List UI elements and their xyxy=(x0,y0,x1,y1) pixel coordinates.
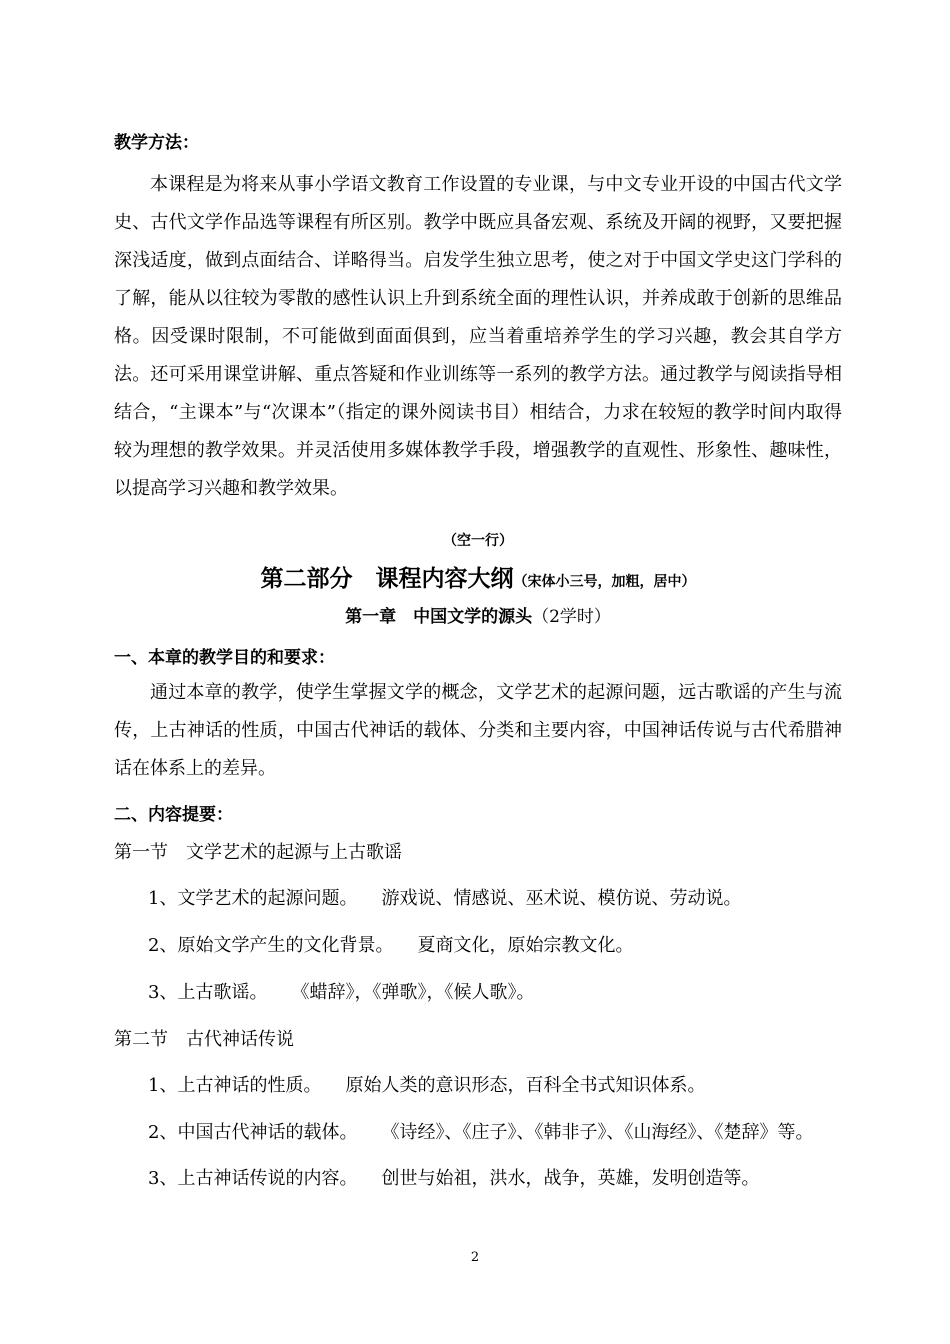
teaching-method-body: 本课程是为将来从事小学语文教育工作设置的专业课，与中文专业开设的中国古代文学史、古代文学作品选等课程有所区别。教学中既应具备宏观、系统及开阔的视野，又要把握深浅适度，做到点面结合、详略得当。启发学生独立思考，使之对于中国文学史这门学科的了解，能从以往较为零散的感性认识上升到系统全面的理性认识，并养成敢于创新的思维品格。因受课时限制，不可能做到面面俱到，应当着重培养学生的学习兴趣，教会其自学方法。还可采用课堂讲解、重点答疑和作业训练等一系列的教学方法。通过教学与阅读指导相结合，“主课本”与“次课本”（指定的课外阅读书目）相结合，力求在较短的教学时间内取得较为理想的教学效果。并灵活使用多媒体教学手段，增强教学的直观性、形象性、趣味性，以提高学习兴趣和教学效果。 xyxy=(114,174,842,499)
objectives-body: 通过本章的教学，使学生掌握文学的概念，文学艺术的起源问题，远古歌谣的产生与流传，上古神话的性质，中国古代神话的载体、分类和主要内容，中国神话传说与古代希腊神话在体系上的差异。 xyxy=(114,682,842,779)
part-title-line xyxy=(114,560,842,593)
item-label: 1、文学艺术的起源问题。 xyxy=(148,888,358,909)
item-label: 3、上古神话传说的内容。 xyxy=(148,1168,358,1189)
item-detail: 游戏说、情感说、巫术说、模仿说、劳动说。 xyxy=(381,888,742,909)
section-title: 第一节 文学艺术的起源与上古歌谣 xyxy=(114,842,402,863)
item-label: 2、原始文学产生的文化背景。 xyxy=(148,935,394,956)
list-item xyxy=(148,978,534,1004)
item-detail: 《诗经》、《庄子》、《韩非子》、《山海经》、《楚辞》等。 xyxy=(381,1122,814,1143)
content-heading: 二、内容提要： xyxy=(114,805,233,825)
list-item xyxy=(148,1118,813,1144)
item-detail: 创世与始祖，洪水，战争，英雄，发明创造等。 xyxy=(381,1168,760,1189)
teaching-method-heading: 教学方法： xyxy=(114,133,199,153)
list-item xyxy=(148,931,633,957)
part-title: 第二部分 课程内容大纲 xyxy=(260,566,514,592)
list-item xyxy=(148,1071,705,1097)
item-detail: 《蜡辞》，《弹歌》，《候人歌》。 xyxy=(291,982,535,1003)
item-label: 1、上古神话的性质。 xyxy=(148,1075,322,1096)
blank-line-note: （空一行） xyxy=(443,533,513,549)
chapter-hours: （2学时） xyxy=(532,607,611,627)
section-title: 第二节 古代神话传说 xyxy=(114,1029,294,1050)
page-number: 2 xyxy=(470,1250,480,1265)
chapter-title: 第一章 中国文学的源头 xyxy=(345,607,533,627)
list-item xyxy=(148,884,741,910)
item-detail: 原始人类的意识形态，百科全书式知识体系。 xyxy=(345,1075,706,1096)
item-label: 3、上古歌谣。 xyxy=(148,982,268,1003)
part-format-note: （宋体小三号，加粗，居中） xyxy=(513,574,696,590)
item-detail: 夏商文化，原始宗教文化。 xyxy=(417,935,634,956)
objectives-heading: 一、本章的教学目的和要求： xyxy=(114,648,335,668)
chapter-title-line xyxy=(114,602,842,627)
list-item xyxy=(148,1164,759,1190)
item-label: 2、中国古代神话的载体。 xyxy=(148,1122,358,1143)
